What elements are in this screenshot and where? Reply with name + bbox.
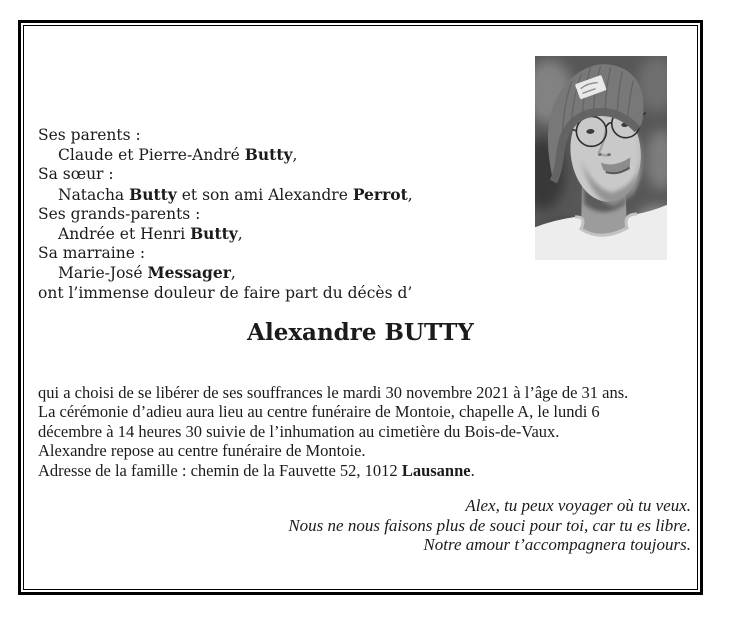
text-segment: Sa marraine : bbox=[38, 244, 146, 263]
text-segment: qui a choisi de se libérer de ses souffrances le mardi 30 novembre 2021 à l’âge de 31 ans. bbox=[38, 383, 629, 402]
text-segment: et son ami Alexandre bbox=[176, 185, 353, 204]
emphasized-name: Butty bbox=[129, 184, 177, 204]
text-segment: Natacha bbox=[58, 185, 130, 204]
family-line bbox=[38, 263, 413, 283]
family-line bbox=[38, 205, 413, 224]
text-segment: ont l’immense douleur de faire part du décès d’ bbox=[38, 283, 413, 302]
text-segment: Ses parents : bbox=[38, 126, 141, 144]
emphasized-name: Lausanne bbox=[401, 460, 471, 480]
text-segment: Adresse de la famille : chemin de la Fauvette 52, 1012 bbox=[38, 460, 402, 480]
announcement-block bbox=[38, 383, 698, 480]
announcement-line bbox=[38, 461, 698, 480]
text-segment: . bbox=[470, 460, 475, 480]
emphasized-name: Messager bbox=[147, 263, 231, 283]
emphasized-name: Butty bbox=[244, 145, 293, 165]
text-segment: Claude et Pierre-André bbox=[58, 146, 245, 165]
portrait-photo bbox=[535, 56, 667, 260]
announcement-line bbox=[38, 402, 698, 421]
text-segment: Marie-José bbox=[58, 264, 148, 283]
text-segment: , bbox=[292, 146, 298, 165]
emphasized-name: Perrot bbox=[352, 184, 408, 204]
text-segment: La cérémonie d’adieu aura lieu au centre funéraire de Montoie, chapelle A, le lundi 6 bbox=[38, 402, 600, 422]
farewell-line: Nous ne nous faisons plus de souci pour toi, car tu es libre. bbox=[288, 515, 691, 535]
text-segment: , bbox=[407, 185, 413, 204]
announcement-line bbox=[38, 422, 698, 441]
farewell-line: Notre amour t’accompagnera toujours. bbox=[423, 535, 691, 555]
family-announcement-block bbox=[38, 126, 413, 303]
text-segment: Alexandre repose au centre funéraire de Montoie. bbox=[38, 441, 366, 461]
announcement-line bbox=[38, 441, 698, 460]
family-line bbox=[38, 224, 413, 244]
family-line bbox=[38, 145, 413, 165]
family-line bbox=[38, 165, 413, 184]
text-segment: Andrée et Henri bbox=[58, 225, 191, 244]
text-segment: Ses grands-parents : bbox=[38, 204, 201, 223]
farewell-message bbox=[288, 496, 691, 555]
text-segment: , bbox=[237, 225, 243, 244]
family-line bbox=[38, 284, 413, 303]
deceased-name: Alexandre BUTTY bbox=[247, 319, 474, 346]
family-line bbox=[38, 244, 413, 263]
text-segment: Sa sœur : bbox=[38, 165, 114, 184]
announcement-line bbox=[38, 383, 698, 402]
text-segment: , bbox=[230, 264, 236, 283]
portrait-illustration bbox=[535, 56, 667, 260]
text-segment: décembre à 14 heures 30 suivie de l’inhumation au cimetière du Bois-de-Vaux. bbox=[38, 421, 560, 441]
family-line bbox=[38, 126, 413, 145]
emphasized-name: Butty bbox=[190, 224, 238, 244]
farewell-line: Alex, tu peux voyager où tu veux. bbox=[465, 496, 691, 515]
family-line bbox=[38, 185, 413, 205]
